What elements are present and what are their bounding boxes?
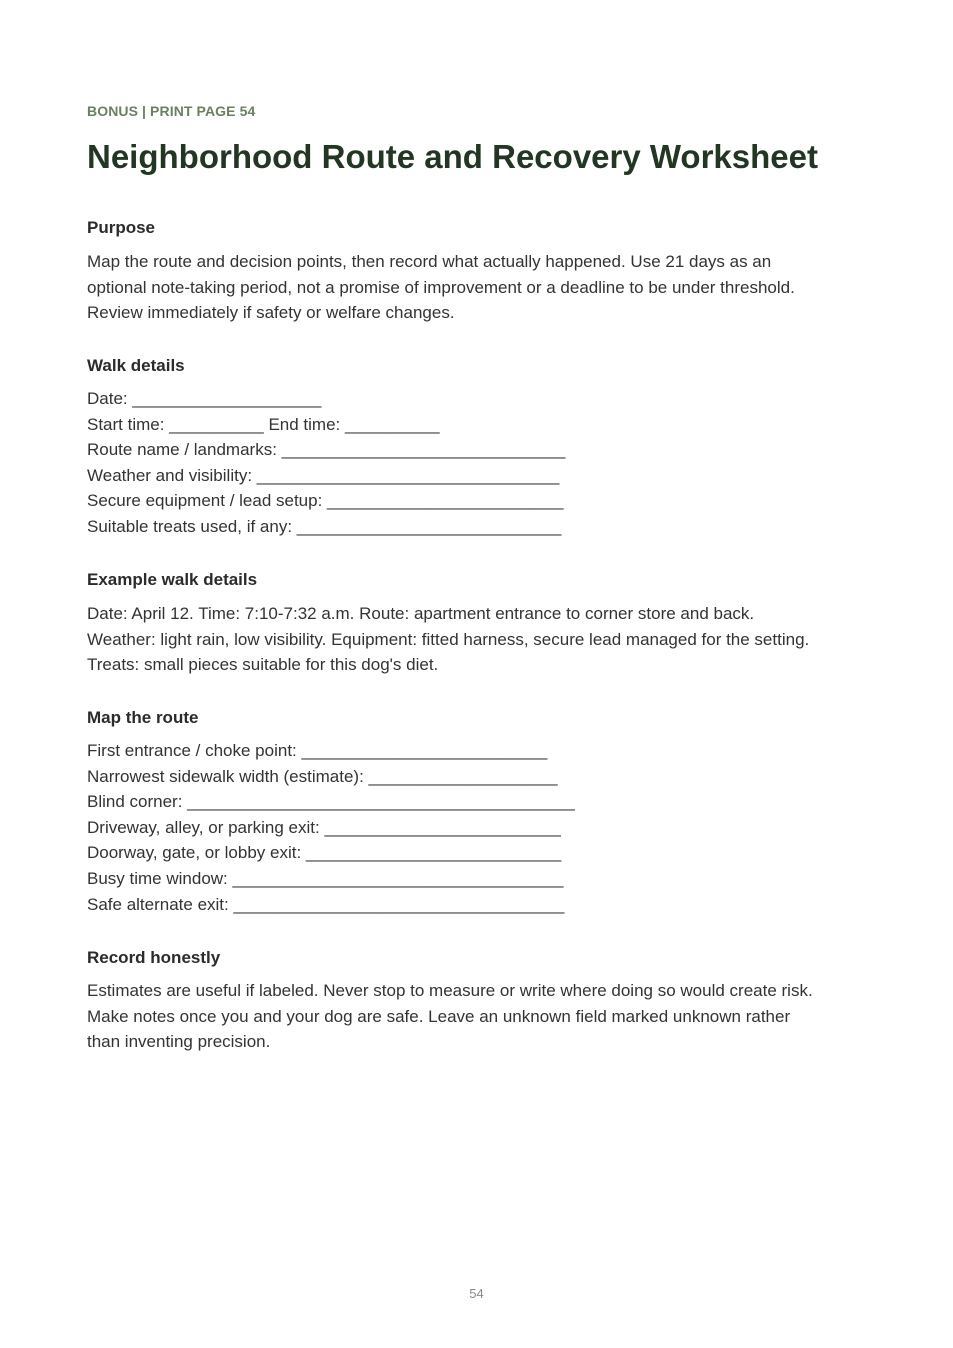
purpose-line: Review immediately if safety or welfare changes.	[87, 303, 455, 322]
example-paragraph	[87, 601, 877, 678]
example-line: Treats: small pieces suitable for this dog's diet.	[87, 655, 439, 674]
time-field[interactable]: Start time: __________ End time: __________	[87, 414, 440, 434]
map-route-heading: Map the route	[87, 708, 199, 727]
treats-field[interactable]: Suitable treats used, if any: ____________________________	[87, 516, 562, 536]
purpose-paragraph	[87, 249, 877, 326]
record-line: Make notes once you and your dog are safe. Leave an unknown field marked unknown rather	[87, 1006, 791, 1026]
sidewalk-width-field[interactable]: Narrowest sidewalk width (estimate): ____________________	[87, 766, 558, 786]
record-line: Estimates are useful if labeled. Never stop to measure or write where doing so would create risk.	[87, 981, 813, 1000]
purpose-line: Map the route and decision points, then record what actually happened. Use 21 days as an	[87, 252, 772, 271]
purpose-line: optional note-taking period, not a promise of improvement or a deadline to be under threshold.	[87, 277, 795, 297]
example-line: Date: April 12. Time: 7:10-7:32 a.m. Route: apartment entrance to corner store and back.	[87, 604, 755, 623]
section-kicker: BONUS | PRINT PAGE 54	[87, 103, 256, 119]
equipment-field[interactable]: Secure equipment / lead setup: _________________________	[87, 491, 564, 511]
walk-details-fields	[87, 386, 565, 540]
choke-point-field[interactable]: First entrance / choke point: __________________________	[87, 741, 548, 760]
page-number: 54	[469, 1286, 484, 1301]
route-name-field[interactable]: Route name / landmarks: ______________________________	[87, 440, 566, 460]
record-paragraph	[87, 978, 877, 1055]
record-heading: Record honestly	[87, 948, 221, 967]
example-line: Weather: light rain, low visibility. Equipment: fitted harness, secure lead managed for the setting.	[87, 629, 810, 649]
weather-field[interactable]: Weather and visibility: ________________________________	[87, 465, 560, 485]
date-field[interactable]: Date: ____________________	[87, 389, 322, 408]
record-line: than inventing precision.	[87, 1032, 271, 1051]
walk-details-heading: Walk details	[87, 356, 185, 375]
driveway-exit-field[interactable]: Driveway, alley, or parking exit: _________________________	[87, 817, 561, 837]
busy-time-field[interactable]: Busy time window: ___________________________________	[87, 868, 564, 888]
map-route-fields	[87, 738, 575, 917]
doorway-exit-field[interactable]: Doorway, gate, or lobby exit: ___________________________	[87, 843, 562, 863]
blind-corner-field[interactable]: Blind corner: _________________________________________	[87, 792, 575, 812]
page-title: Neighborhood Route and Recovery Worksheet	[87, 138, 818, 175]
purpose-heading: Purpose	[87, 218, 156, 237]
example-heading: Example walk details	[87, 570, 258, 589]
safe-exit-field[interactable]: Safe alternate exit: ___________________________________	[87, 894, 565, 914]
